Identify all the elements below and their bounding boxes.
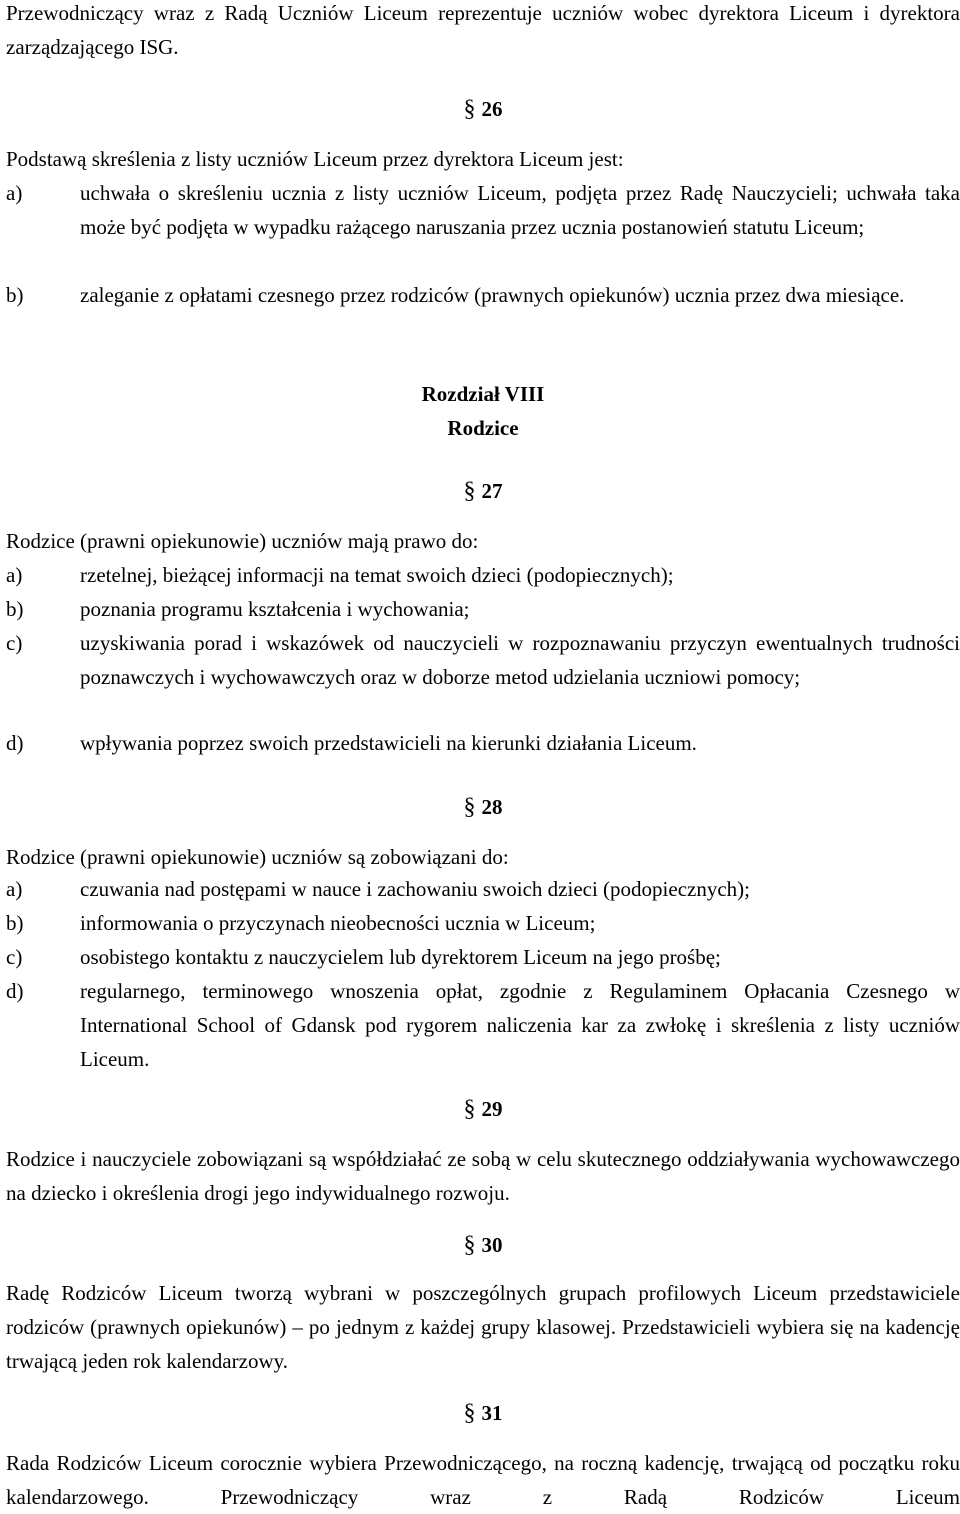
list-label: d) <box>6 731 24 755</box>
list-text: wpływania poprzez swoich przedstawicieli na kierunki działania Liceum. <box>80 731 697 755</box>
section-sign: § <box>463 794 476 820</box>
section-sign: § <box>463 1096 476 1122</box>
section-26-intro: Podstawą skreślenia z listy uczniów Liceum przez dyrektora Liceum jest: <box>6 147 624 171</box>
paragraph-top: Przewodniczący wraz z Radą Uczniów Liceum reprezentuje uczniów wobec dyrektora Liceum i dyrektora zarządzającego ISG. <box>6 1 960 59</box>
section-29-text: Rodzice i nauczyciele zobowiązani są współdziałać ze sobą w celu skutecznego oddziaływania wychowawczego na dziecko i określenia drogi jego indywidualnego rozwoju. <box>6 1147 960 1205</box>
section-sign: § <box>463 1232 476 1258</box>
section-28-heading <box>6 794 960 821</box>
section-number: 26 <box>481 97 503 121</box>
section-number: 30 <box>481 1233 503 1257</box>
section-sign: § <box>463 1400 476 1426</box>
section-sign: § <box>463 478 476 504</box>
list-text: uchwała o skreśleniu ucznia z listy uczniów Liceum, podjęta przez Radę Nauczycieli; uchwała taka może być podjęta w wypadku rażącego naruszania przez ucznia postanowień statutu Liceum; <box>80 181 960 239</box>
list-label: b) <box>6 911 24 935</box>
section-31-heading <box>6 1400 960 1427</box>
section-number: 27 <box>481 479 503 503</box>
list-label: d) <box>6 979 24 1003</box>
section-29-heading <box>6 1096 960 1123</box>
section-31-text: Rada Rodziców Liceum corocznie wybiera Przewodniczącego, na roczną kadencję, trwającą od początku roku kalendarzowego. Przewodniczący wraz z Radą Rodziców Liceum <box>6 1451 960 1509</box>
list-text: rzetelnej, bieżącej informacji na temat swoich dzieci (podopiecznych); <box>80 563 674 587</box>
list-text: uzyskiwania porad i wskazówek od nauczycieli w rozpoznawaniu przyczyn ewentualnych trudności poznawczych i wychowawczych oraz w doborze metod udzielania uczniowi pomocy; <box>80 631 960 689</box>
list-text: regularnego, terminowego wnoszenia opłat, zgodnie z Regulaminem Opłacania Czesnego w International School of Gdansk pod rygorem naliczenia kar za zwłokę i skreślenia z listy uczniów Liceum. <box>80 979 960 1071</box>
section-27-heading <box>6 478 960 505</box>
section-number: 31 <box>481 1401 503 1425</box>
section-30-text: Radę Rodziców Liceum tworzą wybrani w poszczególnych grupach profilowych Liceum przedstawiciele rodziców (prawnych opiekunów) – po jednym z każdej grupy klasowej. Przedstawicieli wybiera się na kadencję trwającą jeden rok kalendarzowy. <box>6 1281 960 1373</box>
list-text: zaleganie z opłatami czesnego przez rodziców (prawnych opiekunów) ucznia przez dwa miesiące. <box>80 283 905 307</box>
list-text: informowania o przyczynach nieobecności ucznia w Liceum; <box>80 911 596 935</box>
list-text: poznania programu kształcenia i wychowania; <box>80 597 470 621</box>
list-label: c) <box>6 945 23 969</box>
section-sign: § <box>463 96 476 122</box>
section-number: 28 <box>481 795 503 819</box>
section-28-intro: Rodzice (prawni opiekunowie) uczniów są zobowiązani do: <box>6 845 509 869</box>
list-label: b) <box>6 283 24 307</box>
section-30-heading <box>6 1232 960 1259</box>
section-26-heading <box>6 96 960 123</box>
list-text: osobistego kontaktu z nauczycielem lub dyrektorem Liceum na jego prośbę; <box>80 945 721 969</box>
section-27-intro: Rodzice (prawni opiekunowie) uczniów mają prawo do: <box>6 529 479 553</box>
list-label: a) <box>6 181 23 205</box>
list-label: a) <box>6 563 23 587</box>
list-label: b) <box>6 597 24 621</box>
list-text: czuwania nad postępami w nauce i zachowaniu swoich dzieci (podopiecznych); <box>80 877 750 901</box>
list-label: c) <box>6 631 23 655</box>
chapter-title: Rozdział VIII <box>421 382 545 406</box>
list-label: a) <box>6 877 23 901</box>
chapter-subtitle: Rodzice <box>447 416 519 440</box>
section-number: 29 <box>481 1097 503 1121</box>
